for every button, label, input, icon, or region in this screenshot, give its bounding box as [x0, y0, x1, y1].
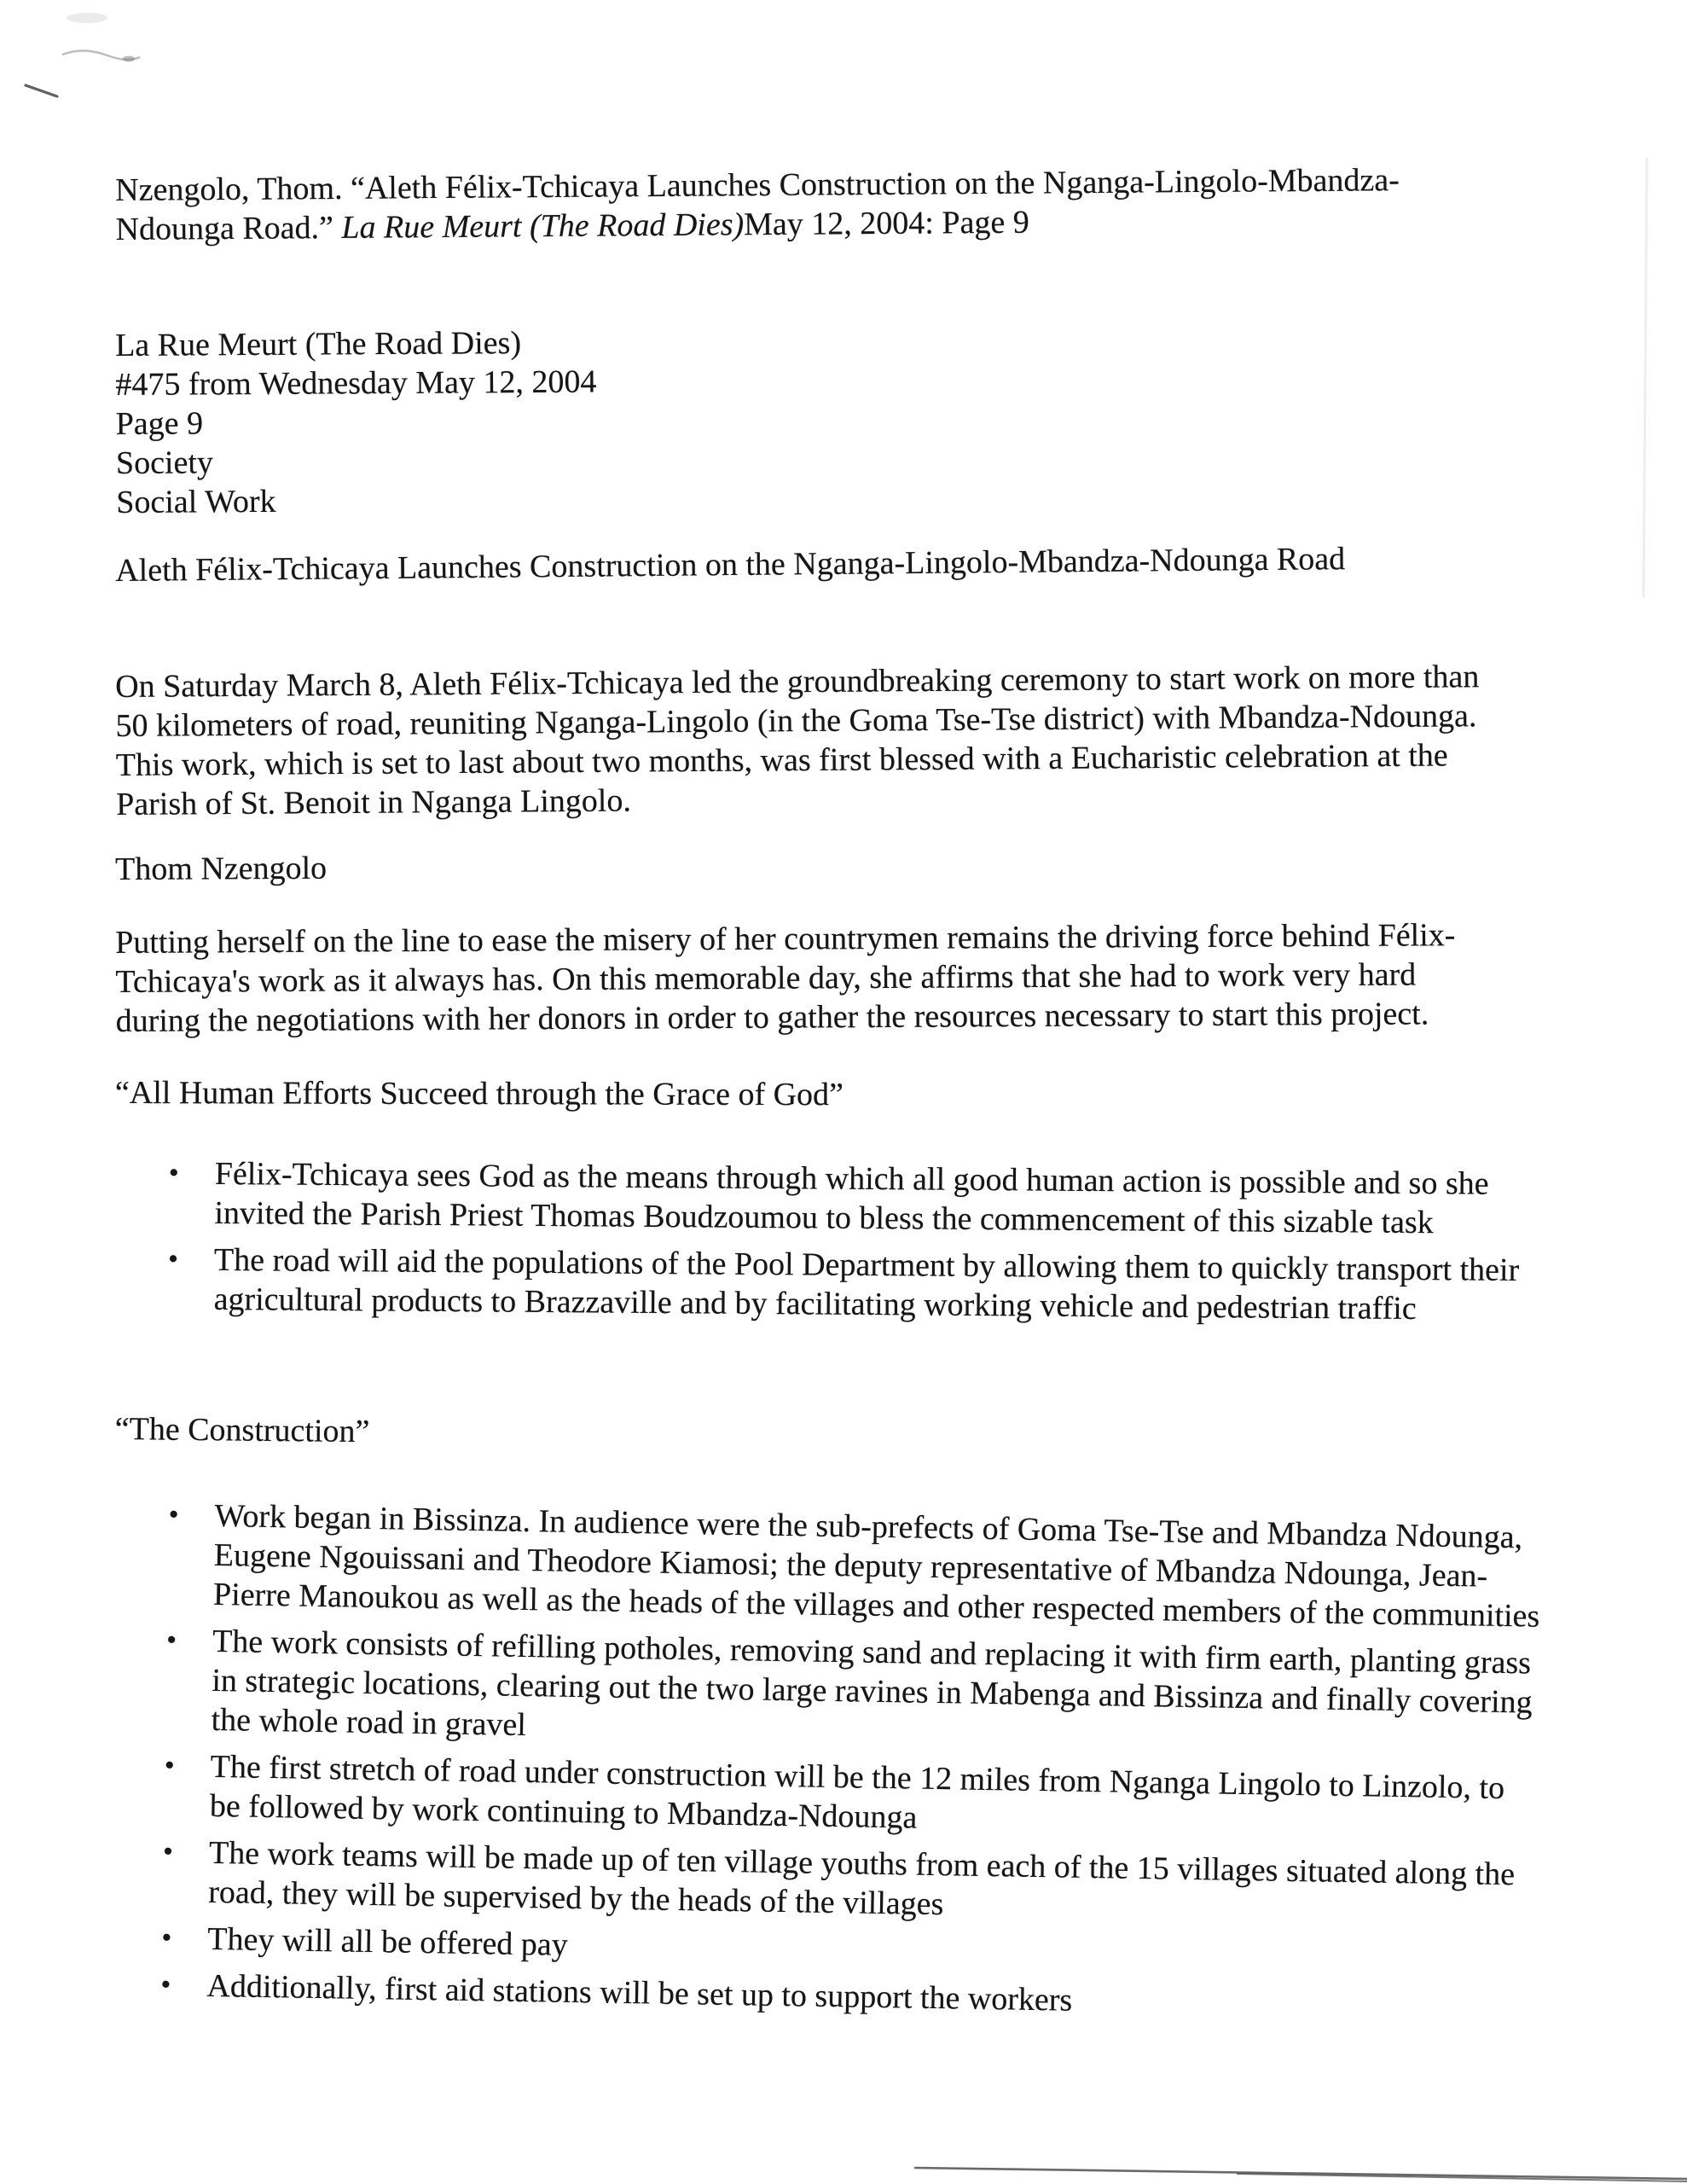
bullet-text: The work teams will be made up of ten village youths from each of the 15 villages situated along the road, they will be supervised by the heads of the villages: [207, 1834, 1516, 1923]
bullet-icon: •: [164, 1750, 175, 1782]
byline: Thom Nzengolo: [115, 850, 328, 887]
bullet-text: Additionally, first aid stations will be set up to support the workers: [206, 1967, 1073, 2018]
bullet-icon: •: [168, 1157, 179, 1189]
bullet-text: The first stretch of road under construction will be the 12 miles from Nganga Lingolo to Linzolo, to be followed by work continuing to Mbandza-Ndounga: [209, 1748, 1505, 1836]
pencil-smudge-icon: [26, 13, 140, 96]
bullet-text: They will all be offered pay: [207, 1920, 569, 1963]
list-item: [111, 1620, 1545, 1762]
bullet-text: The work consists of refilling potholes, removing sand and replacing it with firm earth, planting grass in strategic locations, clearing out the two large ravines in Mabenga and Bissinza and finally covering the whole road in gravel: [211, 1623, 1533, 1744]
masthead-issue: #475 from Wednesday May 12, 2004: [115, 363, 597, 403]
bullet-icon: •: [165, 1624, 177, 1657]
section-heading-construction: “The Construction”: [114, 1410, 370, 1450]
citation-line2: [115, 205, 1029, 247]
citation-line1: Nzengolo, Thom. “Aleth Félix-Tchicaya Launches Construction on the Nganga-Lingolo-Mbandza-: [115, 162, 1400, 208]
citation-title-prefix: Ndounga Road.”: [115, 209, 342, 247]
list-item: [113, 1495, 1548, 1636]
list-item: [114, 1153, 1548, 1243]
bullet-text: Félix-Tchicaya sees God as the means through which all good human action is possible and so she invited the Parish Priest Thomas Boudzoumou to bless the commencement of this sizable task: [214, 1155, 1489, 1241]
body-paragraph: Putting herself on the line to ease the misery of her countrymen remains the driving force behind Félix-Tchicaya's work as it always has. On this memorable day, she affirms that she had to work very hard during the negotiations with her donors in order to gather the resources necessary to start this project.: [115, 917, 1456, 1039]
section-grace-of-god-bullets: [113, 1153, 1520, 1337]
bullet-icon: •: [162, 1835, 174, 1868]
article-headline: Aleth Félix-Tchicaya Launches Construction on the Nganga-Lingolo-Mbandza-Ndounga Road: [115, 541, 1346, 589]
bullet-icon: •: [168, 1499, 179, 1531]
bullet-icon: •: [167, 1243, 179, 1275]
section-heading-grace-of-god: “All Human Efforts Succeed through the Grace of God”: [114, 1075, 844, 1113]
masthead: [115, 317, 1506, 522]
masthead-page: Page 9: [115, 405, 204, 442]
citation: [115, 160, 1506, 249]
citation-publication-title: La Rue Meurt (The Road Dies): [341, 206, 745, 246]
section-construction-bullets: [107, 1495, 1540, 2035]
masthead-publication: La Rue Meurt (The Road Dies): [115, 325, 522, 363]
masthead-subsection: Social Work: [116, 483, 276, 520]
scan-edge-line: [914, 2168, 1687, 2181]
masthead-section: Society: [115, 444, 214, 481]
bullet-icon: •: [161, 1921, 172, 1955]
citation-date-page: May 12, 2004: Page 9: [744, 204, 1029, 243]
lead-paragraph: On Saturday March 8, Aleth Félix-Tchicaya led the groundbreaking ceremony to start work on more than 50 kilometers of road, reuniting Nganga-Lingolo (in the Goma Tse-Tse district) with Mbandza-Ndounga. This work, which is set to last about two months, was first blessed with a Eucharistic celebration at the Parish of St. Benoit in Nganga Lingolo.: [115, 659, 1480, 822]
bullet-text: Work began in Bissinza. In audience were the sub-prefects of Goma Tse-Tse and Mbandza Ndounga, Eugene Ngouissani and Theodore Kiamosi; the deputy representative of Mbandza Ndounga, Jean-Pierre Manoukou as well as the heads of the villages and other respected members of the communities: [212, 1497, 1540, 1635]
list-item: [108, 1832, 1542, 1934]
bullet-icon: •: [160, 1968, 171, 2001]
list-item: [110, 1745, 1544, 1848]
list-item: [113, 1240, 1547, 1329]
page-edge-shadow: [1644, 158, 1647, 597]
bullet-text: The road will aid the populations of the Pool Department by allowing them to quickly transport their agricultural products to Brazzaville and by facilitating working vehicle and pedestrian traffic: [213, 1241, 1520, 1327]
